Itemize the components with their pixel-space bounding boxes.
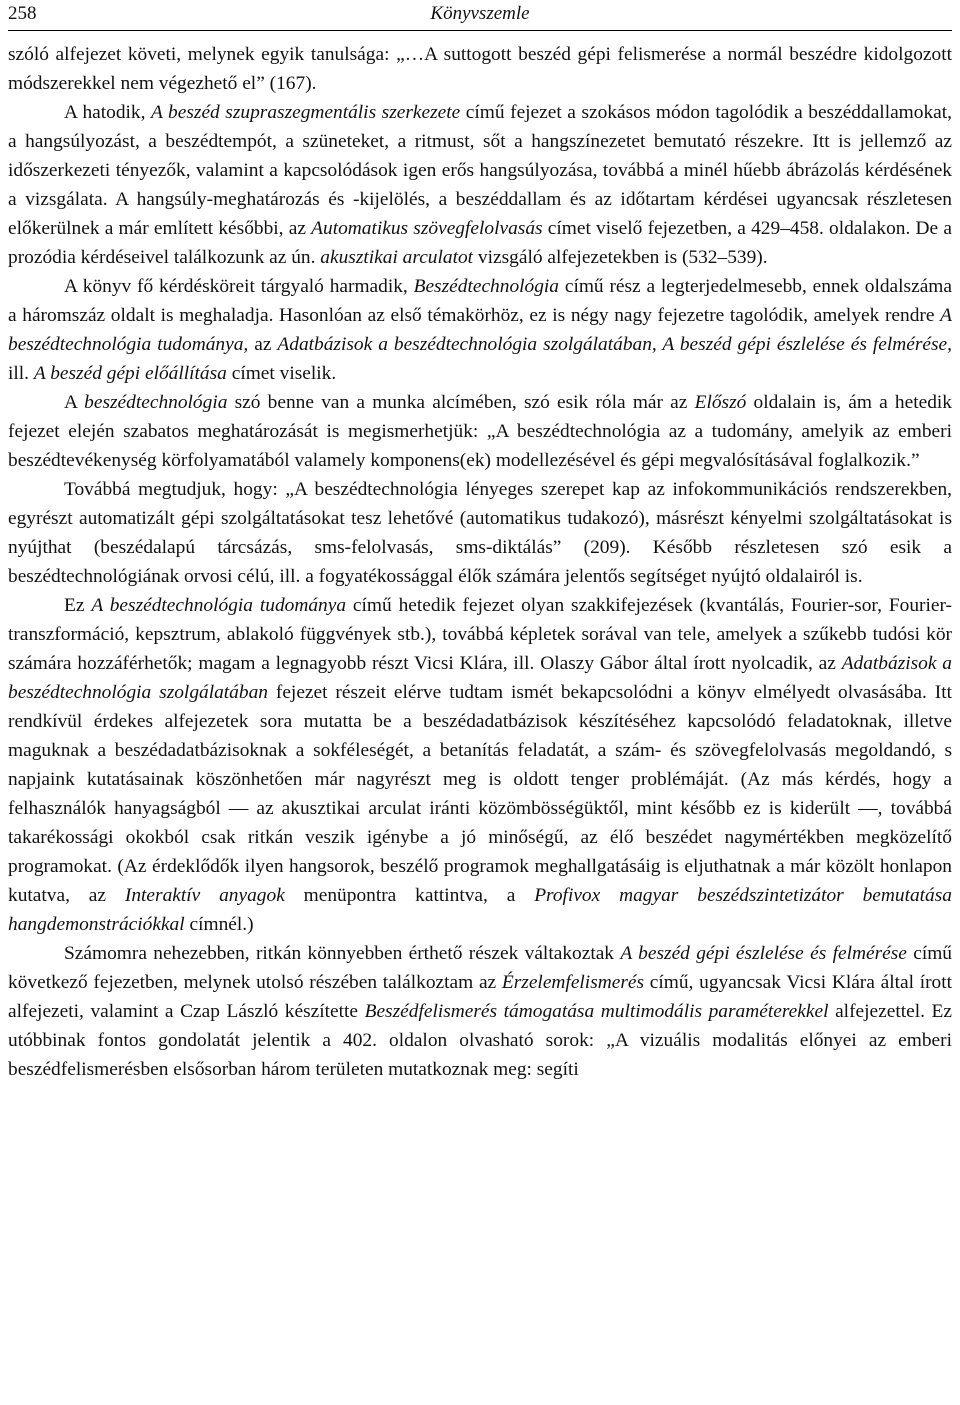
italic-text: A beszédtechnológia tudománya, [8,305,952,355]
text-run: Ez [64,595,92,616]
italic-text: Beszédfelismerés támogatása multimodális paraméterekkel [364,1001,829,1022]
text-run: az [248,334,278,355]
italic-text: Adatbázisok a beszédtechnológia szolgálatában [8,653,953,703]
text-run: című következő fejezetben, melynek utolsó részében találkoztam az [8,943,952,993]
text-run: A [64,392,85,413]
italic-text: beszédtechnológia [84,392,228,413]
paragraph [8,98,952,272]
italic-text: A beszéd gépi észlelése és felmérése [620,943,907,964]
text-run: vizsgáló alfejezetekben is (532–539). [473,247,768,268]
text-run: címet viselik. [226,363,337,384]
text-run: szóló alfejezet követi, melynek egyik tanulsága: „…A suttogott beszéd gépi felismerése a normál beszédre kidolgozott módszerekkel nem végezhető el” (167). [8,44,952,94]
italic-text: Interaktív anyagok [124,885,285,906]
italic-text: Profivox magyar beszédszintetizátor bemutatása hangdemonstrációkkal [8,885,952,935]
italic-text: Érzelemfelismerés [501,972,645,993]
text-run: alfejezettel. Ez utóbbinak fontos gondolatát jelentik a 402. oldalon olvasható sorok: „A vizuális modalitás előnyei az emberi beszédfelismerésben elsősorban három területen mutatkoznak meg: segíti [8,1001,952,1080]
text-run: A hatodik, [64,102,152,123]
italic-text: A beszéd gépi előállítása [33,363,227,384]
paragraph [8,272,952,388]
text-run: A könyv fő kérdésköreit tárgyaló harmadik, [64,276,414,297]
text-run: címnél.) [184,914,254,935]
text-run: szó benne van a munka alcímében, szó esik róla már az [227,392,695,413]
text-run: Számomra nehezebben, ritkán könnyebben érthető részek váltakoztak [64,943,621,964]
paragraph [8,40,952,98]
text-run: című hetedik fejezet olyan szakkifejezések (kvantálás, Fourier-sor, Fourier-transzformáció, kepsztrum, ablakoló függvények stb.), továbbá képletek sorával van tele, amelyek a szűkebb tudósi kör számára hozzáférhetők; magam a legnagyobb részt Vicsi Klára, ill. Olaszy Gábor által írott nyolcadik, az [8,595,952,674]
italic-text: A beszéd szupraszegmentális szerkezete [151,102,461,123]
text-run: című, ugyancsak Vicsi Klára által írott alfejezeti, valamint a Czap László készítette [8,972,953,1022]
paragraph [8,939,952,1084]
text-run: fejezet részeit elérve tudtam ismét bekapcsolódni a könyv elmélyedt olvasásába. Itt rendkívül érdekes alfejezetek sora mutatta be a beszédadatbázisok készítéséhez kapcsolódó feladatoknak, illetve maguknak a beszédadatbázisoknak a sokféleségét, a betanítás feladatát, a szám- és szövegfelolvasás megoldandó, s napjaink kutatásainak köszönhetően már nagyrészt meg is oldott tenger problémáját. (Az más kérdés, hogy a felhasználók hanyagságból — az akusztikai arculat iránti közömbösségüktől, mint később ez is kiderült —, továbbá takarékossági okokból csak ritkán veszik igénybe a jó minőségű, az élő beszédet nagymértékben megközelítő programokat. (Az érdeklődők ilyen hangsorok, beszélő programok meghallgatásáig is eljuthatnak a már közölt honlapon kutatva, az [8,682,952,906]
italic-text: akusztikai arculatot [320,247,474,268]
italic-text: Előszó [694,392,747,413]
italic-text: Beszédtechnológia [413,276,560,297]
paragraph [8,591,952,939]
page-number: 258 [8,3,37,24]
italic-text: A beszédtechnológia tudománya [91,595,347,616]
text-run: oldalain is, ám a hetedik fejezet elején szabatos meghatározását is megismerhetjük: „A beszédtechnológia az a tudomány, amelyik az emberi beszédtevékenység körfolyamatából valamely komponens(ek) modellezésével és gépi megvalósításával foglalkozik.” [8,392,953,471]
text-run: ill. [8,363,34,384]
running-title: Könyvszemle [430,3,530,24]
italic-text: Automatikus szövegfelolvasás [311,218,543,239]
text-run: menüpontra kattintva, a [284,885,535,906]
italic-text: Adatbázisok a beszédtechnológia szolgálatában, A beszéd gépi észlelése és felmérése, [277,334,952,355]
text-run: címet viselő fejezetben, a 429–458. oldalakon. De a prozódia kérdéseivel találkozunk az ún. [8,218,952,268]
page-header [8,0,952,31]
text-run: című fejezet a szokásos módon tagolódik a beszéddallamokat, a hangsúlyozást, a beszédtempót, a szüneteket, a ritmust, sőt a hangszínezetet bemutató részekre. Itt is jellemző az időszerkezeti tényezők, valamint a kapcsolódások igen erős hangsúlyozása, továbbá a minél hűebb ábrázolás kérdésének a vizsgálata. A hangsúly-meghatározás és -kijelölés, a beszéddallam és az időtartam kérdései ugyancsak részletesen előkerülnek a már említett későbbi, az [8,102,952,239]
paragraph [8,475,952,591]
text-run: Továbbá megtudjuk, hogy: „A beszédtechnológia lényeges szerepet kap az infokommunikációs rendszerekben, egyrészt automatizált gépi szolgáltatásokat tesz lehetővé (automatikus tudakozó), másrészt kényelmi szolgáltatásokat is nyújthat (beszédalapú tárcsázás, sms-felolvasás, sms-diktálás” (209). Később részletesen szó esik a beszédtechnológiának orvosi célú, ill. a fogyatékossággal élők számára jelentős segítséget nyújtó oldalairól is. [8,479,952,587]
body-text [8,40,952,1084]
paragraph [8,388,952,475]
text-run: című rész a legterjedelmesebb, ennek oldalszáma a háromszáz oldalt is meghaladja. Hasonlóan az első témakörhöz, ez is négy nagy fejezetre tagolódik, amelyek rendre [8,276,952,326]
